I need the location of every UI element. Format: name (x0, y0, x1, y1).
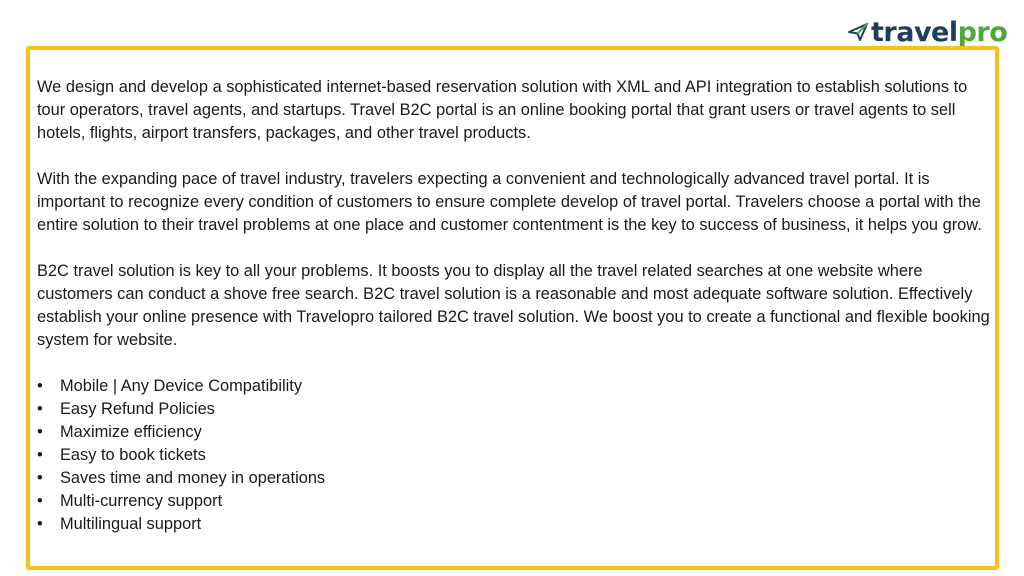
industry-paragraph: With the expanding pace of travel industry, travelers expecting a convenient and technologically advanced travel portal. It is important to recognize every condition of customers to ensure complete develop of travel portal. Travelers choose a portal with the entire solution to their travel problems at one place and customer contentment is the key to success of business, it helps you grow. (37, 170, 982, 234)
feature-label: Saves time and money in operations (60, 469, 326, 487)
feature-label: Mobile | Any Device Compatibility (60, 377, 303, 395)
feature-label: Easy Refund Policies (60, 400, 215, 418)
feature-label: Multilingual support (60, 515, 202, 533)
feature-item (37, 444, 997, 467)
feature-label: Easy to book tickets (60, 446, 206, 464)
feature-item (37, 467, 997, 490)
feature-item (37, 513, 997, 536)
feature-list (37, 375, 997, 536)
feature-item (37, 421, 997, 444)
logo-text-travel: travel (871, 16, 958, 48)
bullet-icon: • (37, 377, 43, 395)
logo-text-pro: pro (957, 16, 1008, 48)
feature-item (37, 375, 997, 398)
paper-plane-icon (847, 21, 869, 43)
bullet-icon: • (37, 446, 43, 464)
bullet-icon: • (37, 469, 43, 487)
feature-label: Multi-currency support (60, 492, 223, 510)
feature-item (37, 490, 997, 513)
feature-item (37, 398, 997, 421)
solution-paragraph: B2C travel solution is key to all your problems. It boosts you to display all the travel related searches at one website where customers can conduct a shove free search. B2C travel solution is a reasonable and most adequate software solution. Effectively establish your online presence with Travelopro tailored B2C travel solution. We boost you to create a functional and flexible booking system for website. (37, 262, 990, 349)
bullet-icon: • (37, 423, 43, 441)
logo-wordmark (871, 16, 1008, 48)
intro-paragraph: We design and develop a sophisticated internet-based reservation solution with XML and API integration to establish solutions to tour operators, travel agents, and startups. Travel B2C portal is an online booking portal that grant users or travel agents to sell hotels, flights, airport transfers, packages, and other travel products. (37, 78, 968, 142)
content-body (37, 76, 997, 536)
bullet-icon: • (37, 515, 43, 533)
feature-label: Maximize efficiency (60, 423, 202, 441)
bullet-icon: • (37, 400, 43, 418)
bullet-icon: • (37, 492, 43, 510)
